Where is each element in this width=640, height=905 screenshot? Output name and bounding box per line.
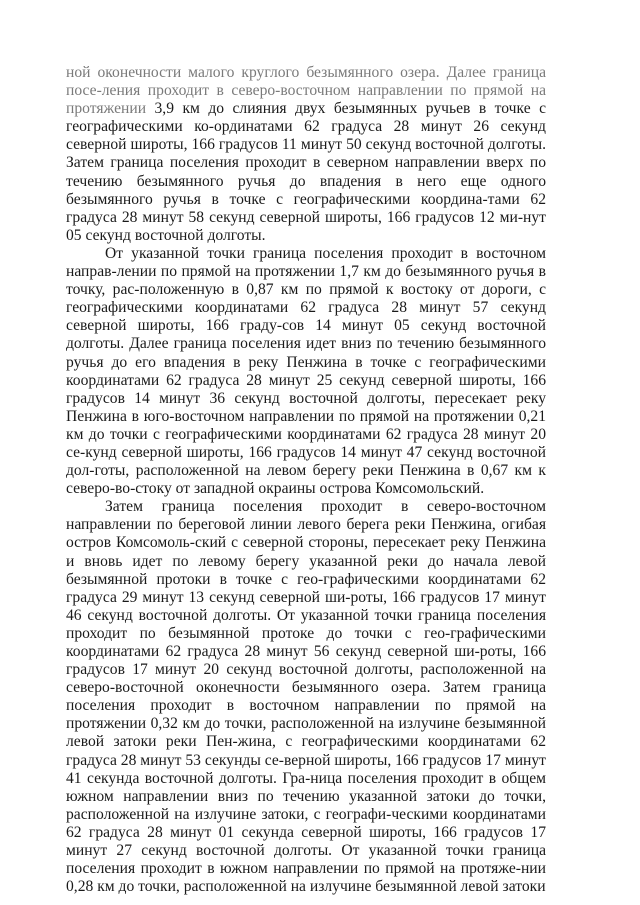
paragraph-2: От указанной точки граница поселения проходит в восточном направ-лении по прямой на протяжении 1,7 км до безымянного ручья в точку, рас-положенную в 0,87 км по прямой к востоку от дороги, с географическими координатами 62 градуса 28 минут 57 секунд северной широты, 166 граду-сов 14 минут 05 секунд восточной долготы. Далее граница поселения идет вниз по течению безымянного ручья до его впадения в реку Пенжина в точке с географическими координатами 62 градуса 28 минут 25 секунд северной широты, 166 градусов 14 минут 36 секунд восточной долготы, пересекает реку Пенжина в юго-восточном направлении по прямой на протяжении 0,21 км до точки с географическими координатами 62 градуса 28 минут 20 се-кунд северной широты, 166 градусов 14 минут 47 секунд восточной дол-готы, расположенной на левом берегу реки Пенжина в 0,67 км к северо-во-стоку от западной окраины острова Комсомольский.	[66, 244, 546, 498]
paragraph-1-faded-lines: ной оконечности малого круглого безымянного озера. Далее граница посе-ления проходит в северо-восточном направлении по прямой на протяжении	[66, 64, 546, 118]
paragraph-1-text: 3,9 км до слияния двух безымянных ручьев в точке с географическими ко-ординатами 62 градуса 28 минут 26 секунд северной широты, 166 градусов 11 минут 50 секунд восточной долготы. Затем граница поселения проходит в северном направлении вверх по течению безымянного ручья до впадения в него еще одного безымянного ручья в точке с географическими координа-тами 62 градуса 28 минут 58 секунд северной широты, 166 градусов 12 ми-нут 05 секунд восточной долготы.	[66, 100, 546, 244]
paragraph-3: Затем граница поселения проходит в северо-восточном направлении по береговой линии левого берега реки Пенжина, огибая остров Комсомоль-ский с северной стороны, пересекает реку Пенжина и вновь идет по левому берегу указанной реки до начала левой безымянной протоки в точке с гео-графическими координатами 62 градуса 29 минут 13 секунд северной ши-роты, 166 градусов 17 минут 46 секунд восточной долготы. От указанной точки граница поселения проходит по безымянной протоке до точки с гео-графическими координатами 62 градуса 28 минут 56 секунд северной ши-роты, 166 градусов 17 минут 20 секунд восточной долготы, расположенной на северо-восточной оконечности безымянного озера. Затем граница поселения проходит в восточном направлении по прямой на протяжении 0,32 км до точки, расположенной на излучине безымянной левой затоки реки Пен-жина, с географическими координатами 62 градуса 28 минут 53 секунды се-верной широты, 166 градусов 17 минут 41 секунда восточной долготы. Гра-ница поселения проходит в общем южном направлении вниз по течению указанной затоки до точки, расположенной на излучине затоки, с географи-ческими координатами 62 градуса 28 минут 01 секунда северной широты, 166 градусов 17 минут 27 секунд восточной долготы. От указанной точки граница поселения проходит в южном направлении по прямой на протяже-нии 0,28 км до точки, расположенной на излучине безымянной левой затоки	[66, 498, 546, 896]
document-body	[66, 64, 546, 896]
paragraph-1	[66, 64, 546, 245]
